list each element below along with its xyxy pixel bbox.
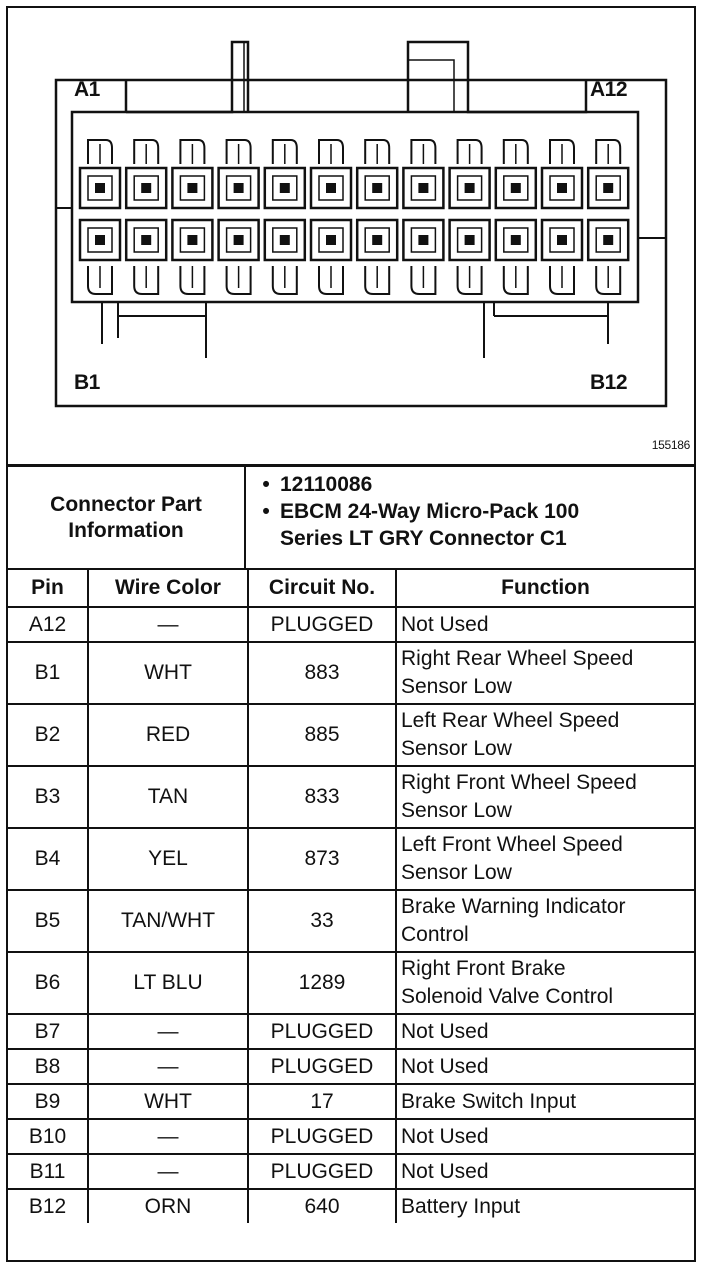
wire-color-cell: —	[88, 1154, 248, 1189]
function-line: Brake Warning Indicator	[401, 895, 626, 918]
function-line: Right Front Brake	[401, 957, 566, 980]
table-row	[8, 1154, 694, 1189]
pin-contact-b	[326, 235, 336, 245]
wire-color-cell: —	[88, 1049, 248, 1084]
pin-contact-b	[141, 235, 151, 245]
function-line: Brake Switch Input	[401, 1089, 577, 1113]
header-circuit-no: Circuit No.	[248, 570, 396, 607]
wire-color-cell: —	[88, 607, 248, 642]
pin-cell: B11	[8, 1154, 88, 1189]
wire-color-cell: TAN	[88, 766, 248, 828]
table-row	[8, 642, 694, 704]
wire-color-cell: LT BLU	[88, 952, 248, 1014]
info-item-text: Series LT GRY Connector C1	[280, 527, 567, 550]
info-item-text: 12110086	[280, 473, 373, 496]
pin-contact-a	[95, 183, 105, 193]
header-function: Function	[396, 570, 694, 607]
pin-cell: B4	[8, 828, 88, 890]
function-line: Not Used	[401, 1019, 489, 1043]
connector-info-heading	[8, 467, 246, 568]
pin-contact-b	[187, 235, 197, 245]
function-cell	[396, 952, 694, 1014]
pin-cell: B7	[8, 1014, 88, 1049]
function-line: Right Rear Wheel Speed	[401, 647, 634, 670]
function-cell	[396, 890, 694, 952]
heading-line-2: Information	[68, 518, 184, 542]
function-line: Sensor Low	[401, 861, 512, 884]
pin-contact-b	[557, 235, 567, 245]
function-cell	[396, 1084, 694, 1119]
header-wire-color: Wire Color	[88, 570, 248, 607]
function-line: Not Used	[401, 612, 489, 636]
latch-left-inner	[232, 42, 244, 112]
pin-contact-a	[372, 183, 382, 193]
circuit-cell: PLUGGED	[248, 1119, 396, 1154]
circuit-cell: 33	[248, 890, 396, 952]
circuit-cell: PLUGGED	[248, 607, 396, 642]
pin-contact-b	[280, 235, 290, 245]
info-item-line	[252, 525, 692, 552]
function-cell	[396, 642, 694, 704]
function-line: Solenoid Valve Control	[401, 985, 614, 1008]
table-row	[8, 890, 694, 952]
circuit-cell: PLUGGED	[248, 1049, 396, 1084]
pin-cell: B1	[8, 642, 88, 704]
function-line: Not Used	[401, 1054, 489, 1078]
label-b1: B1	[74, 371, 100, 394]
wire-color-cell: —	[88, 1119, 248, 1154]
pin-contact-b	[418, 235, 428, 245]
pin-cell: B10	[8, 1119, 88, 1154]
pin-cell: B6	[8, 952, 88, 1014]
pin-contact-a	[187, 183, 197, 193]
pin-contact-b	[465, 235, 475, 245]
pin-contact-a	[603, 183, 613, 193]
pin-cell: B5	[8, 890, 88, 952]
wire-color-cell: —	[88, 1014, 248, 1049]
pin-cell: A12	[8, 607, 88, 642]
pin-cell: B3	[8, 766, 88, 828]
table-row	[8, 828, 694, 890]
pin-contact-b	[372, 235, 382, 245]
pin-cell: B12	[8, 1189, 88, 1223]
label-b12: B12	[590, 371, 628, 394]
function-line: Not Used	[401, 1124, 489, 1148]
info-item-text: EBCM 24-Way Micro-Pack 100	[280, 500, 580, 523]
heading-line-1: Connector Part	[50, 492, 202, 516]
circuit-cell: 885	[248, 704, 396, 766]
wire-color-cell: ORN	[88, 1189, 248, 1223]
function-line: Left Front Wheel Speed	[401, 833, 623, 856]
function-cell	[396, 704, 694, 766]
function-cell	[396, 1154, 694, 1189]
table-row	[8, 1189, 694, 1223]
function-cell	[396, 766, 694, 828]
pin-contact-a	[511, 183, 521, 193]
function-cell	[396, 828, 694, 890]
bullet-icon	[252, 525, 280, 552]
pin-contact-a	[557, 183, 567, 193]
function-cell	[396, 607, 694, 642]
lock-tab-right	[484, 302, 608, 358]
label-a1: A1	[74, 78, 100, 101]
connector-sheet	[6, 6, 696, 1262]
circuit-cell: 17	[248, 1084, 396, 1119]
lock-tab-left	[102, 302, 206, 358]
table-row	[8, 1014, 694, 1049]
wire-color-cell: TAN/WHT	[88, 890, 248, 952]
function-line: Sensor Low	[401, 675, 512, 698]
function-line: Not Used	[401, 1159, 489, 1183]
table-row	[8, 1049, 694, 1084]
table-row	[8, 1119, 694, 1154]
function-cell	[396, 1189, 694, 1223]
function-cell	[396, 1014, 694, 1049]
circuit-cell: PLUGGED	[248, 1154, 396, 1189]
pin-contact-b	[511, 235, 521, 245]
pin-cell: B8	[8, 1049, 88, 1084]
circuit-cell: 833	[248, 766, 396, 828]
function-line: Control	[401, 923, 469, 946]
pin-contact-a	[418, 183, 428, 193]
function-line: Right Front Wheel Speed	[401, 771, 637, 794]
function-line: Sensor Low	[401, 799, 512, 822]
pin-table	[8, 570, 694, 1223]
pin-contact-a	[326, 183, 336, 193]
header-pin: Pin	[8, 570, 88, 607]
pin-contact-a	[234, 183, 244, 193]
pin-contact-b	[95, 235, 105, 245]
latch-right	[408, 42, 586, 112]
wire-color-cell: YEL	[88, 828, 248, 890]
function-line: Sensor Low	[401, 737, 512, 760]
info-item-line	[252, 498, 692, 525]
connector-info-list	[252, 471, 692, 552]
connector-diagram	[8, 8, 694, 462]
circuit-cell: PLUGGED	[248, 1014, 396, 1049]
pin-contact-a	[465, 183, 475, 193]
pin-contact-b	[603, 235, 613, 245]
latch-left	[126, 42, 248, 112]
wire-color-cell: WHT	[88, 642, 248, 704]
circuit-cell: 1289	[248, 952, 396, 1014]
label-a12: A12	[590, 78, 628, 101]
circuit-cell: 640	[248, 1189, 396, 1223]
table-row	[8, 704, 694, 766]
function-cell	[396, 1119, 694, 1154]
table-row	[8, 1084, 694, 1119]
pin-cell: B2	[8, 704, 88, 766]
circuit-cell: 883	[248, 642, 396, 704]
table-row	[8, 766, 694, 828]
connector-info	[8, 464, 694, 570]
function-cell	[396, 1049, 694, 1084]
function-line: Battery Input	[401, 1194, 521, 1218]
figure-reference: 155186	[651, 438, 690, 452]
bullet-icon: •	[262, 500, 270, 523]
pin-contact-a	[280, 183, 290, 193]
table-row	[8, 607, 694, 642]
wire-color-cell: WHT	[88, 1084, 248, 1119]
pin-contact-a	[141, 183, 151, 193]
pin-contact-b	[234, 235, 244, 245]
bullet-icon: •	[262, 473, 270, 496]
pin-cell: B9	[8, 1084, 88, 1119]
latch-right-inner	[408, 60, 454, 112]
table-row	[8, 952, 694, 1014]
wire-color-cell: RED	[88, 704, 248, 766]
circuit-cell: 873	[248, 828, 396, 890]
function-line: Left Rear Wheel Speed	[401, 709, 620, 732]
table-header-row	[8, 570, 694, 607]
info-item-line	[252, 471, 692, 498]
